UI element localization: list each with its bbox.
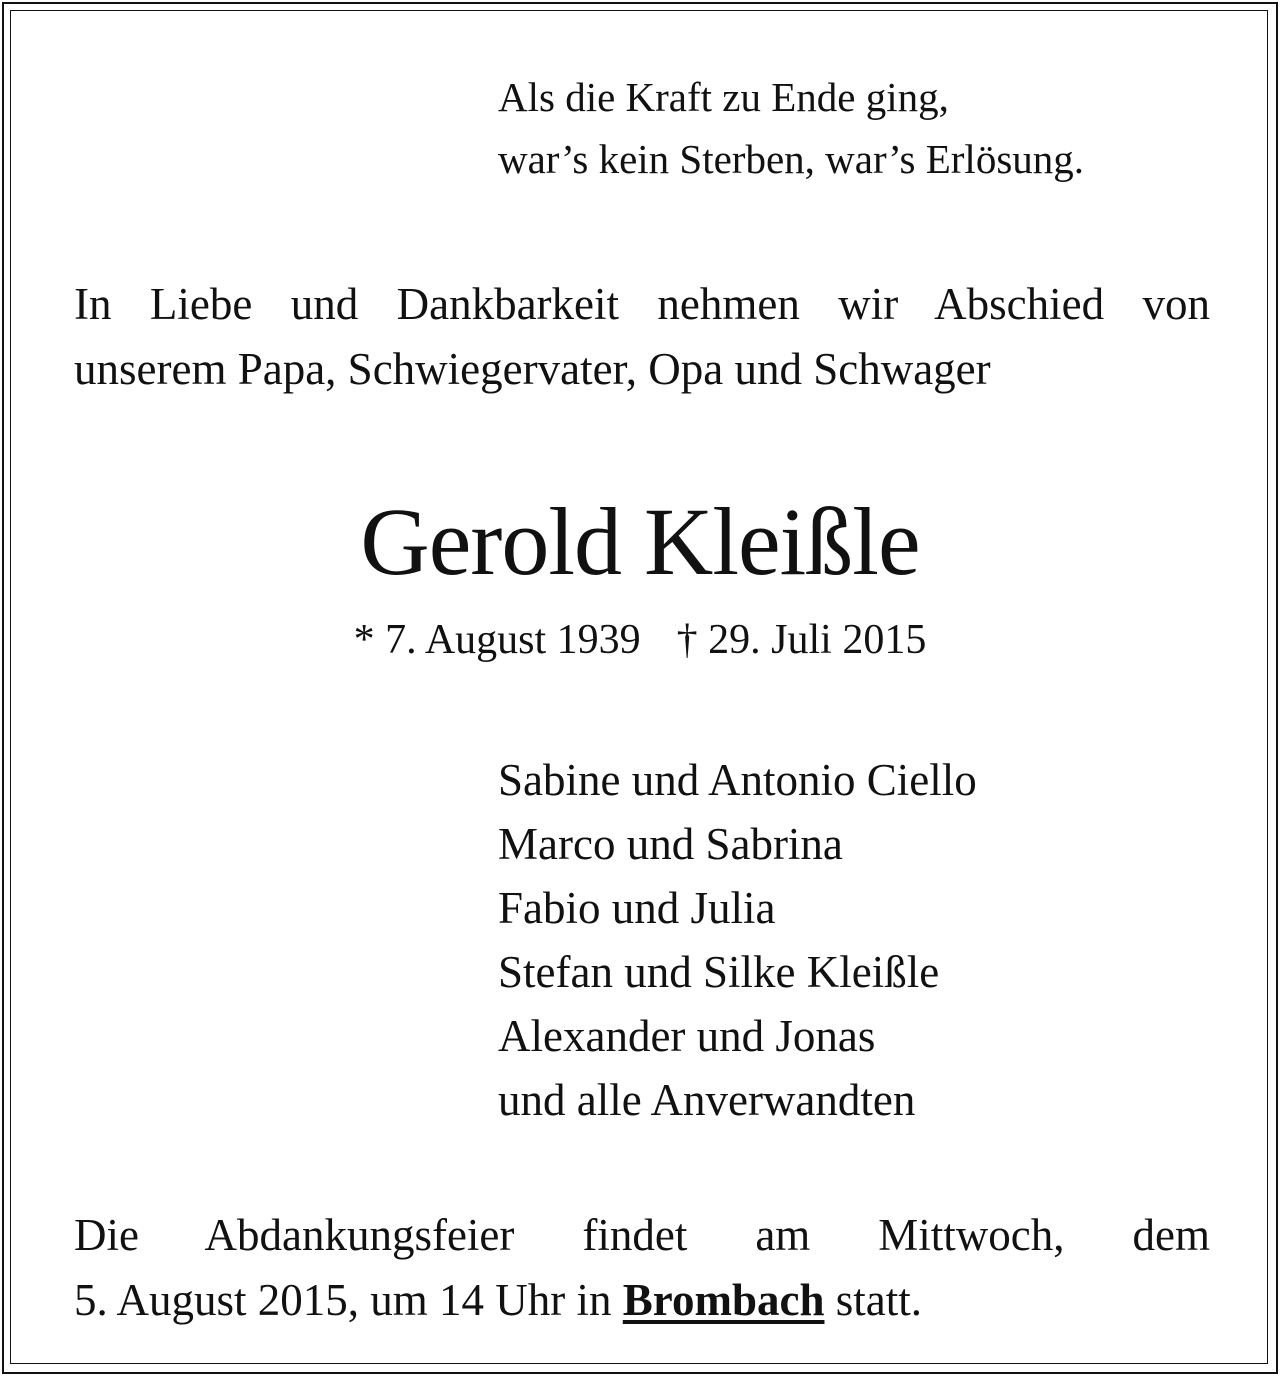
motto-line-1: Als die Kraft zu Ende ging, bbox=[498, 74, 949, 120]
birth-date: * 7. August 1939 bbox=[353, 617, 641, 663]
family-member: Marco und Sabrina bbox=[498, 819, 843, 869]
ceremony-line-2 bbox=[74, 1268, 1210, 1333]
motto-verse bbox=[498, 66, 1084, 190]
family-member: und alle Anverwandten bbox=[498, 1075, 916, 1125]
motto-line-2: war’s kein Sterben, war’s Erlösung. bbox=[498, 136, 1085, 182]
ceremony-suffix: statt. bbox=[824, 1275, 922, 1325]
family-member: Alexander und Jonas bbox=[498, 1011, 876, 1061]
family-list bbox=[498, 748, 977, 1132]
intro-line-2: unserem Papa, Schwiegervater, Opa und Schwager bbox=[74, 344, 991, 394]
intro-line-1: In Liebe und Dankbarkeit nehmen wir Abschied von bbox=[74, 279, 1210, 329]
ceremony-date-time: 5. August 2015, um 14 Uhr in bbox=[74, 1275, 623, 1325]
life-dates bbox=[0, 612, 1280, 668]
family-member: Sabine und Antonio Ciello bbox=[498, 755, 977, 805]
deceased-name: Gerold Kleißle bbox=[360, 488, 920, 595]
ceremony-place: Brombach bbox=[622, 1275, 825, 1325]
intro-text bbox=[74, 272, 1210, 402]
ceremony-line-1: Die Abdankungsfeier findet am Mittwoch, dem bbox=[74, 1210, 1210, 1260]
ceremony-notice bbox=[74, 1203, 1210, 1333]
family-member: Fabio und Julia bbox=[498, 883, 776, 933]
inner-border bbox=[10, 10, 1268, 1364]
family-member: Stefan und Silke Kleißle bbox=[498, 947, 940, 997]
death-date: † 29. Juli 2015 bbox=[676, 617, 927, 663]
